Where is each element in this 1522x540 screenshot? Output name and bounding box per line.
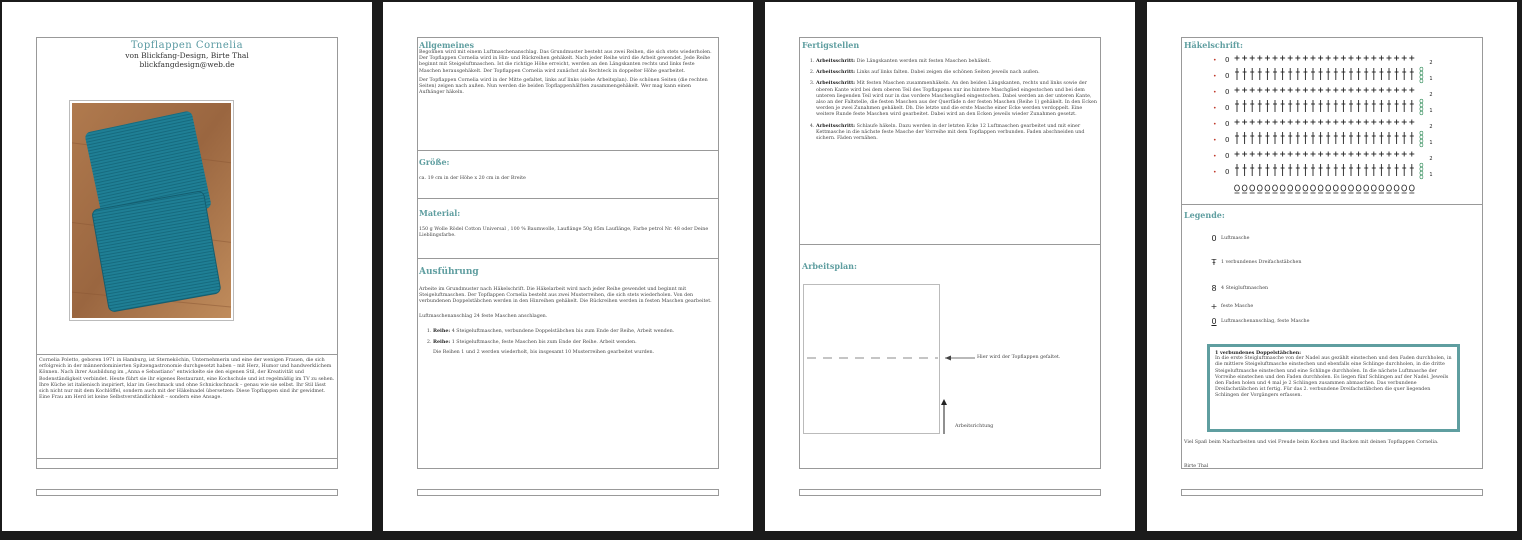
- foundation-chain: [1341, 185, 1346, 191]
- foundation-chain: [1333, 185, 1338, 191]
- treble-stitch-icon: Ŧ: [1211, 257, 1217, 267]
- foundation-chain: [1303, 185, 1308, 191]
- row-label: 1: [1429, 140, 1433, 146]
- chain-symbol: 0: [1225, 88, 1230, 96]
- section-heading-legend: Legende:: [1184, 210, 1225, 220]
- foundation-chain: [1311, 185, 1316, 191]
- info-box-text: In die erste Steigluftmasche von der Nadel aus gezählt einstechen und den Faden durchholen, in die mittlere Steigeluftmasche einstechen und ebenfalls eine Schlinge durchholen, in die dritte Steigeluftmasche einstechen und eine Schlinge durchholen. In die nächste Luftmasche der Vorreihe einstechen und den Faden durchholen. Es liegen fünf Schlingen auf der Nadel. Jeweils den Faden holen und 4 mal je 2 Schlingen zusammen abmaschen. Das verbundene Dreifachstäbchen ist fertig. Für das 2. verbundene Dreifachstäbchen die quer liegenden Schlingen der Vorgängers erfassen.: [1215, 356, 1452, 399]
- info-box: [1207, 344, 1460, 432]
- foundation-chain: [1326, 185, 1331, 191]
- signature: Birte Thal: [1184, 464, 1209, 469]
- legend-list: [1207, 228, 1457, 330]
- page-3: [765, 2, 1135, 531]
- foundation-chain: [1402, 185, 1407, 191]
- material-text: 150 g Wolle Rödel Cotton Universal , 100 % Baumwolle, Lauflänge 50g 85m Lauflänge, Farbe petrol Nr. 48 oder Deine Lieblingsfarbe.: [419, 227, 709, 239]
- row-marker: •: [1213, 105, 1217, 112]
- turning-chain: [1420, 135, 1423, 139]
- turning-chain: [1420, 139, 1423, 143]
- foundation-chain: [1371, 185, 1376, 191]
- legend-item: 0 Luftmasche: [1207, 228, 1457, 248]
- fold-label: Hier wird der Topflappen gefaltet.: [977, 355, 1061, 360]
- row-label: 1: [1429, 172, 1433, 178]
- row-marker: •: [1213, 153, 1217, 160]
- finish-step-2: 2. Arbeitsschritt: Links auf links falten. Dabei zeigen die schönen Seiten jeweils nach außen.: [816, 69, 1098, 76]
- turning-chain: [1420, 75, 1423, 79]
- foundation-chain: [1280, 185, 1285, 191]
- chain-symbol: 0: [1225, 56, 1230, 64]
- section-heading-workplan: Arbeitsplan:: [802, 261, 857, 271]
- bio-text: Cornelia Poletto, geboren 1971 in Hamburg, ist Sterneköchin, Unternehmerin und eine der wenigen Frauen, die sich erfolgreich in der männerdominierten Spitzengastronomie durchgesetzt haben – mit Herz, Humor und handwerklichem Können. Nach ihrer Ausbildung im „Anna e Sebastiano“ entwickelte sie den eigenen Stil, der Kreativität und Bodenständigkeit verbindet. Heute führt sie ihr eigenes Restaurant, eine Kochschule und ist regelmäßig im TV zu sehen. Ihre Küche ist italienisch inspiriert, klar im Geschmack und ohne Schnickschnack – genau wie sie selbst. Ihr Stil lässt sich nicht nur mit dem Kochlöffel, sondern auch mit der Häkelnadel übersetzen: Diese Topflappen sind ihr gewidmet. Eine Frau am Herd ist keine Selbstverständlichkeit – sondern eine Ansage.: [39, 358, 335, 401]
- foundation-chain: [1356, 185, 1361, 191]
- turning-chain: [1420, 143, 1423, 147]
- foundation-chain: [1273, 185, 1278, 191]
- row-label: 2: [1429, 60, 1433, 66]
- cast-on-text: Luftmaschenanschlag 24 feste Maschen anschlagen.: [419, 313, 548, 319]
- section-heading-material: Material:: [419, 208, 461, 218]
- repeat-text: Die Reihen 1 und 2 werden wiederholt, bis insgesamt 10 Musterreihen gearbeitet wurden.: [433, 350, 655, 356]
- potholder-photo: [69, 100, 234, 321]
- chain-symbol: 0: [1225, 104, 1230, 112]
- execution-paragraph: Arbeite im Grundmuster nach Häkelschrift. Die Häkelarbeit wird nach jeder Reihe gewendet und beginnt mit Steigeluftmaschen. Der Topflappen Cornelia besteht aus zwei Musterreihen, die sich stets wiederholen. Von den verbundenen Doppelstäbchen werden in den Hinreihen gehäkelt. Die Rückreihen werden in festen Maschen gearbeitet.: [419, 287, 712, 305]
- turning-chain-icon: 8: [1211, 283, 1217, 293]
- legend-item: 0 Luftmaschenanschlag, feste Masche: [1207, 312, 1457, 330]
- section-heading-general: Allgemeines: [419, 40, 474, 50]
- foundation-chain: [1364, 185, 1369, 191]
- turning-chain: [1420, 71, 1423, 75]
- turning-chain: [1420, 107, 1423, 111]
- foundation-chain: [1257, 185, 1262, 191]
- row-marker: •: [1213, 73, 1217, 80]
- foundation-chain: [1387, 185, 1392, 191]
- direction-arrow-head: [941, 399, 947, 405]
- foundation-chain: [1288, 185, 1293, 191]
- author-email: blickfangdesign@web.de: [139, 60, 235, 69]
- turning-chain: [1420, 111, 1423, 115]
- footer-bar: [36, 489, 338, 496]
- row-label: 1: [1429, 76, 1433, 82]
- section-heading-finishing: Fertigstellen: [802, 40, 860, 50]
- chain-symbol: 0: [1225, 168, 1230, 176]
- section-heading-execution: Ausführung: [419, 267, 479, 277]
- turning-chain: [1420, 99, 1423, 103]
- turning-chain: [1420, 171, 1423, 175]
- turning-chain: [1420, 103, 1423, 107]
- turning-chain: [1420, 131, 1423, 135]
- chain-symbol: 0: [1225, 72, 1230, 80]
- turning-chain: [1420, 175, 1423, 179]
- chain-symbol: 0: [1225, 120, 1230, 128]
- chain-stitch-icon: 0: [1211, 233, 1217, 243]
- foundation-chain: [1409, 185, 1414, 191]
- section-heading-chart: Häkelschrift:: [1184, 40, 1243, 50]
- row-marker: •: [1213, 121, 1217, 128]
- size-text: ca. 19 cm in der Höhe x 20 cm in der Breite: [419, 176, 526, 181]
- row-label: 1: [1429, 108, 1433, 114]
- foundation-chain: [1295, 185, 1300, 191]
- page-2: [383, 2, 753, 531]
- direction-label: Arbeitsrichtung: [955, 424, 994, 429]
- row-label: 2: [1429, 156, 1433, 162]
- turning-chain: [1420, 67, 1423, 71]
- foundation-chain: [1235, 185, 1240, 191]
- row-marker: •: [1213, 137, 1217, 144]
- closing-text: Viel Spaß beim Nacharbeiten und viel Freude beim Kochen und Backen mit deinen Topflappen Cornelia.: [1184, 440, 1439, 445]
- turning-chain: [1420, 163, 1423, 167]
- foundation-chain: [1242, 185, 1247, 191]
- crochet-chart: [1177, 50, 1490, 204]
- page-1: [2, 2, 372, 531]
- finish-step-3: 3. Arbeitsschritt: Mit festen Maschen zusammenhäkeln. An den beiden Längskanten, rechts und links sowie der oberen Kante wird bei dem oberen Teil des Topflappens nur ins hintere Maschglied eingestochen und bei dem unteren liegenden Teil wird nur in das vordere Maschenglied eingestochen. Dabei werden an der unteren Kante, also an der Faltstelle, die festen Maschen aus der Querfäde n der festen Maschen (Reihe 1) gehäkelt. In den Ecken werden je zwei Zunahmen gehäkelt. Dh. Die letzte und die erste Masche einer Ecke werden verdoppelt. Eine weitere Runde feste Maschen wird gearbeitet. Dabei wird an den Ecken jeweils wieder Zunahmen gesetzt.: [816, 80, 1098, 118]
- chain-symbol: 0: [1225, 152, 1230, 160]
- footer-bar: [417, 489, 719, 496]
- author-line: von Blickfang-Design, Birte Thal: [125, 51, 249, 60]
- row-label: 2: [1429, 124, 1433, 130]
- turning-chain: [1420, 167, 1423, 171]
- single-crochet-icon: +: [1210, 301, 1218, 311]
- finish-step-4: 4. Arbeitsschritt: Schlaufe häkeln. Dazu werden in der letzten Ecke 12 Luftmaschen gearbeitet und mit einer Kettmasche in die nächste feste Masche der Vorreihe mit dem Topflappen verbunden. Faden abschneiden und sichern. Fäden vernähen.: [816, 123, 1098, 143]
- footer-bar: [799, 489, 1101, 496]
- document-title: Topflappen Cornelia: [130, 40, 244, 51]
- general-paragraph-1: Begonnen wird mit einem Luftmaschenanschlag. Das Grundmuster besteht aus zwei Reihen, die sich stets wiederholen. Der Topflappen Cornelia wird in Hin- und Rückreihen gehäkelt. Nach jeder Reihe wird die Arbeit gewendet. Jede Reihe beginnt mit Steigeluftmaschen. Ist die richtige Höhe erreicht, werden an den Längskanten rechts und links feste Maschen herausgehäkelt. Der Topflappen Cornelia wird zunächst als Rechteck in doppelter Höhe gearbeitet.: [419, 50, 712, 74]
- info-box-title: 1 verbundenes Doppelstäbchen:: [1215, 350, 1302, 356]
- row-marker: •: [1213, 169, 1217, 176]
- finish-step-1: 1. Arbeitsschritt: Die Längskanten werden mit festen Maschen behäkelt.: [816, 58, 1098, 65]
- foundation-chain: [1394, 185, 1399, 191]
- fold-arrow-head: [945, 356, 951, 361]
- row-step-1: 1. Reihe: 4 Steigeluftmaschen, verbundene Doppelstäbchen bis zum Ende der Reihe, Arbeit wenden.: [433, 328, 717, 335]
- page-frame: [417, 37, 719, 469]
- foundation-chain-icon: 0: [1211, 316, 1217, 326]
- row-marker: •: [1213, 57, 1217, 64]
- row-marker: •: [1213, 89, 1217, 96]
- row-label: 2: [1429, 92, 1433, 98]
- legend-item: + feste Masche: [1207, 300, 1457, 312]
- turning-chain: [1420, 79, 1423, 83]
- foundation-chain: [1265, 185, 1270, 191]
- general-paragraph-2: Der Topflappen Cornelia wird in der Mitte gefaltet, links auf links (siehe Arbeitsplan). Die schönen Seiten (die rechten Seiten) zeigen nach außen. Nun werden die beiden Topflappenhälften zusammengehäkelt. Wer mag kann einen Aufhänger häkeln.: [419, 77, 708, 96]
- section-heading-size: Größe:: [419, 157, 450, 167]
- legend-item: Ŧ 1 verbundenes Dreifachstäbchen: [1207, 248, 1457, 276]
- legend-item: 8 4 Steigluftmaschen: [1207, 276, 1457, 300]
- foundation-chain: [1250, 185, 1255, 191]
- foundation-chain: [1379, 185, 1384, 191]
- footer-bar: [1181, 489, 1483, 496]
- chain-symbol: 0: [1225, 136, 1230, 144]
- page-4: [1147, 2, 1517, 531]
- row-step-2: 2. Reihe: 1 Steigeluftmasche, feste Maschen bis zum Ende der Reihe. Arbeit wenden.: [433, 339, 717, 346]
- foundation-chain: [1318, 185, 1323, 191]
- foundation-chain: [1349, 185, 1354, 191]
